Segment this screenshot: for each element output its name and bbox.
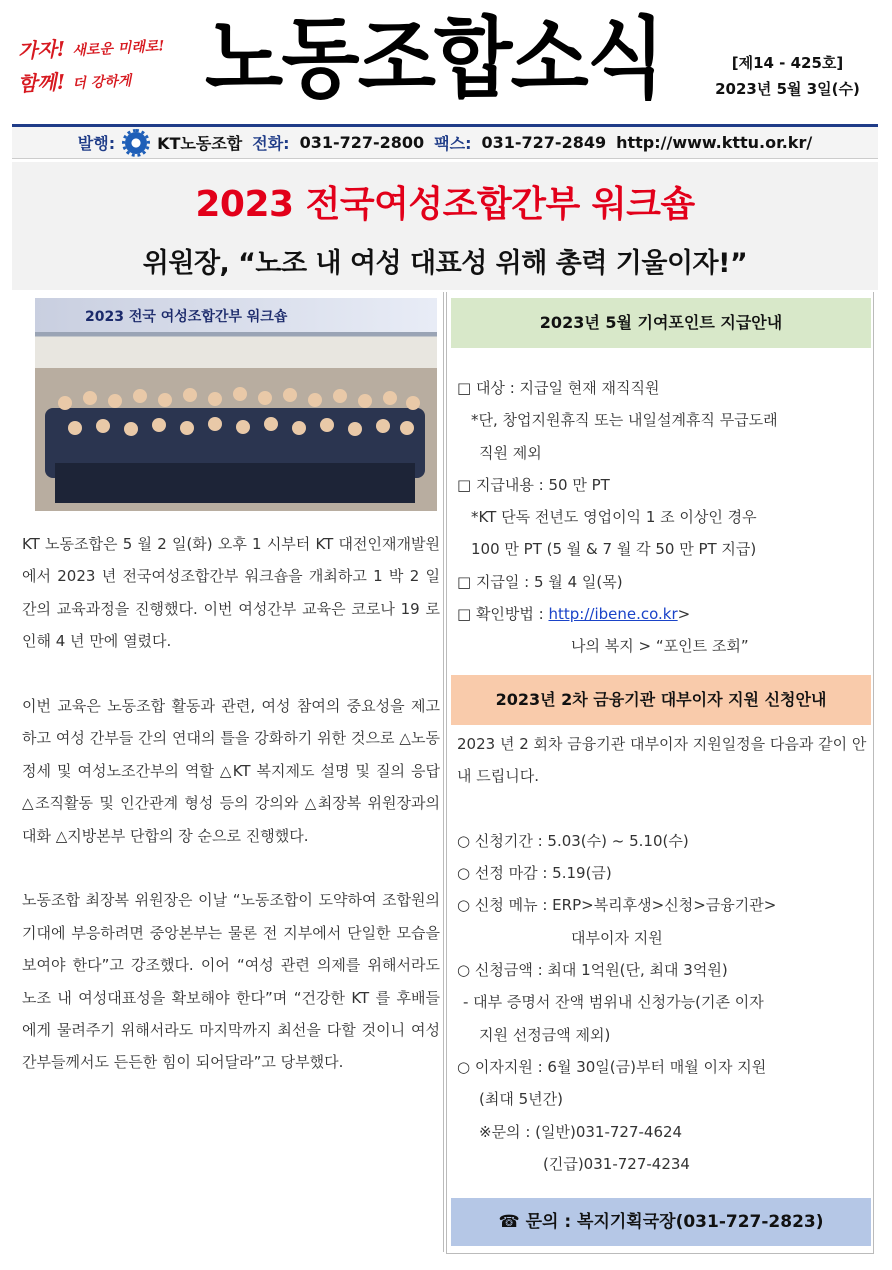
publisher-name: KT노동조합 — [157, 134, 243, 153]
column-divider — [443, 292, 444, 1252]
loan-row: ○ 신청금액 : 최대 1억원(단, 최대 3억원) — [457, 961, 728, 980]
loan-intro: 2023 년 2 회차 금융기관 대부이자 지원일정을 다음과 같이 안내 드립니다. — [457, 735, 867, 786]
headline-box — [12, 162, 878, 290]
fax-label: 팩스: — [434, 134, 472, 153]
phone-label: 전화: — [252, 134, 290, 153]
slogan-line2-big: 함께! — [17, 69, 66, 96]
loan-row: ○ 선정 마감 : 5.19(금) — [457, 864, 612, 883]
headline-title: 2023 전국여성조합간부 워크숍 — [195, 184, 695, 225]
loan-row: ※문의 : (일반)031-727-4624 — [479, 1122, 683, 1141]
issue-info — [700, 50, 875, 102]
website-link[interactable]: http://www.kttu.or.kr/ — [616, 133, 813, 152]
check-method-label: □ 확인방법 : — [457, 605, 549, 624]
loan-row: ○ 신청기간 : 5.03(수) ~ 5.10(수) — [457, 831, 689, 850]
slogan — [18, 36, 193, 102]
loan-notice-title: 2023년 2차 금융기관 대부이자 지원 신청안내 — [451, 675, 871, 725]
contact-box: ☎ 문의 : 복지기획국장(031-727-2823) — [451, 1198, 871, 1246]
fax-number: 031-727-2849 — [481, 133, 607, 152]
loan-row: (최대 5년간) — [479, 1090, 563, 1109]
crowd-illustration — [35, 368, 437, 511]
headline-subtitle: 위원장, “노조 내 여성 대표성 위해 총력 기울이자!” — [142, 248, 748, 279]
points-row: 직원 제외 — [479, 443, 542, 462]
loan-row: ○ 이자지원 : 6월 30일(금)부터 매월 이자 지원 — [457, 1057, 767, 1076]
newsletter-title: 노동조합소식 — [205, 7, 664, 110]
loan-row: - 대부 증명서 잔액 범위내 신청가능(기존 이자 — [463, 993, 764, 1012]
points-row: 나의 복지 > “포인트 조회” — [571, 637, 749, 656]
loan-row: (긴급)031-727-4234 — [543, 1154, 690, 1173]
slogan-line2-small: 더 강하게 — [71, 73, 132, 93]
publisher-label: 발행: — [77, 134, 116, 153]
check-method-arrow: > — [677, 605, 691, 624]
issue-number: [제14 - 425호] — [731, 54, 844, 72]
notice-column — [446, 292, 874, 1254]
loan-row: 지원 선정금액 제외) — [479, 1025, 611, 1044]
article-paragraph-1: KT 노동조합은 5 월 2 일(화) 오후 1 시부터 KT 대전인재개발원에서 2023 년 전국여성조합간부 워크숍을 개최하고 1 박 2 일간의 교육과정을 진행했다. 이번 여성간부 교육은 코로나 19 로 인해 4 년 만에 열렸다. — [22, 535, 440, 651]
slogan-line1-small: 새로운 미래로! — [71, 38, 165, 60]
article-paragraph-3: 노동조합 최장복 위원장은 이날 “노동조합이 도약하여 조합원의 기대에 부응하려면 중앙본부는 물론 전 지부에서 단일한 모습을 보여야 한다”고 강조했다. 이어 “여성 관련 의제를 위해서라도 노조 내 여성대표성을 확보해야 한다”며 “건강한 KT 를 후배들에게 물려주기 위해서라도 마지막까지 최선을 다할 것이니 여성간부들께서도 든든한 힘이 되어달라”고 당부했다. — [22, 891, 440, 1072]
loan-notice-body — [457, 728, 867, 1180]
phone-number: 031-727-2800 — [299, 133, 425, 152]
article-body — [22, 528, 440, 1111]
issue-date: 2023년 5월 3일(수) — [715, 80, 860, 98]
article-column — [12, 292, 440, 1252]
workshop-photo — [35, 298, 437, 511]
loan-row: ○ 신청 메뉴 : ERP>복리후생>신청>금융기관> — [457, 896, 777, 915]
article-paragraph-2: 이번 교육은 노동조합 활동과 관련, 여성 참여의 중요성을 제고하고 여성 간부들 간의 연대의 틀을 강화하기 위한 것으로 △노동정세 및 여성노조간부의 역할 △KT 복지제도 설명 및 질의 응답 △조직활동 및 인간관계 형성 등의 강의와 △최장복 위원장과의 대화 △지방본부 단합의 장 순으로 진행했다. — [22, 697, 440, 845]
ibene-link[interactable]: http://ibene.co.kr — [548, 605, 678, 624]
points-notice-title: 2023년 5월 기여포인트 지급안내 — [451, 298, 871, 348]
points-row: □ 대상 : 지급일 현재 재직직원 — [457, 379, 660, 397]
points-row: □ 지급일 : 5 월 4 일(목) — [457, 572, 623, 591]
publisher-bar — [12, 127, 878, 159]
slogan-line1-big: 가자! — [17, 36, 66, 63]
loan-row: 대부이자 지원 — [571, 928, 663, 947]
points-row: 100 만 PT (5 월 & 7 월 각 50 만 PT 지급) — [471, 540, 757, 559]
points-row: *KT 단독 전년도 영업이익 1 조 이상인 경우 — [471, 508, 757, 527]
photo-banner: 2023 전국 여성조합간부 워크숍 — [35, 298, 437, 332]
points-row — [457, 598, 867, 630]
points-row: □ 지급내용 : 50 만 PT — [457, 475, 610, 494]
points-notice-body — [457, 372, 867, 663]
kttu-logo-icon — [125, 132, 147, 154]
points-row: *단, 창업지원휴직 또는 내일설계휴직 무급도래 — [471, 411, 778, 430]
